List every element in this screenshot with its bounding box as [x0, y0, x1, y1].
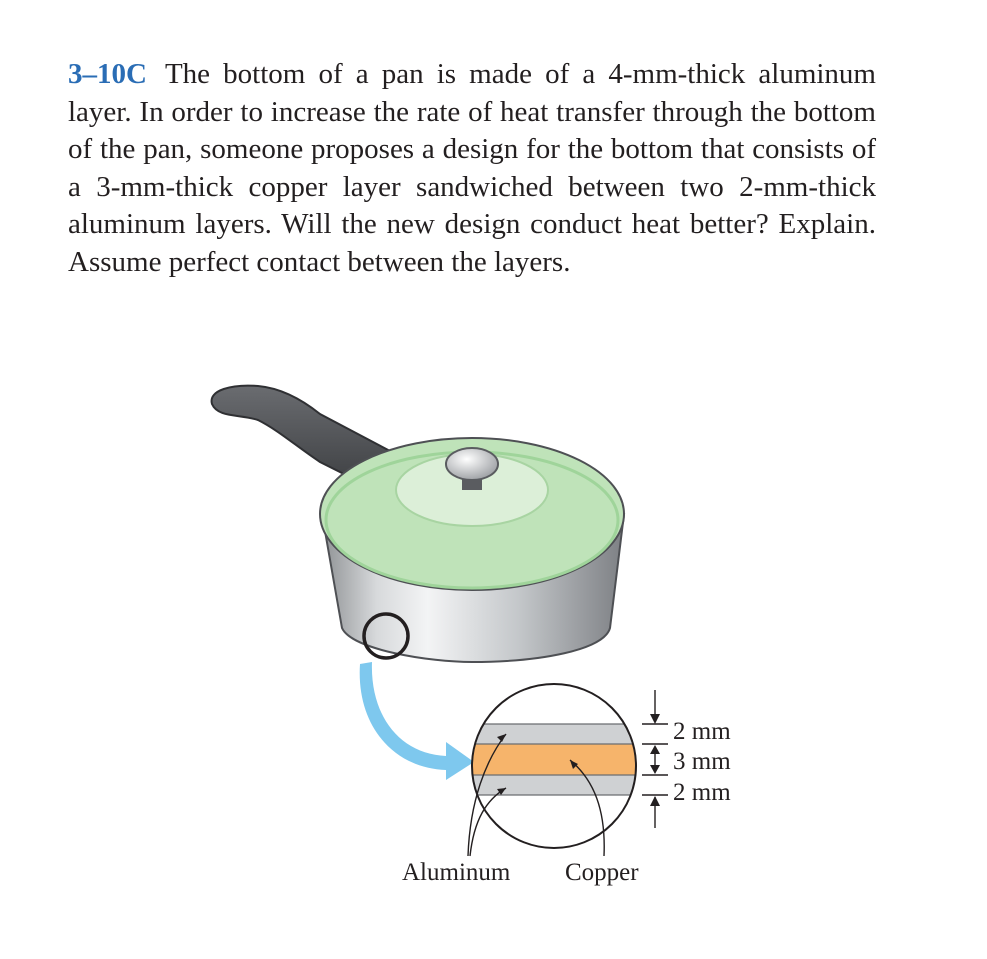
- problem-number: 3–10C: [68, 58, 147, 90]
- zoom-arrow: [360, 662, 474, 780]
- copper-layer: [460, 744, 650, 775]
- copper-label: Copper: [565, 859, 639, 886]
- dim-label-middle: 3 mm: [673, 748, 731, 775]
- zoom-cross-section: [460, 680, 650, 860]
- aluminum-label: Aluminum: [402, 859, 511, 886]
- dimension-markers: [642, 690, 668, 828]
- aluminum-top-layer: [460, 724, 650, 744]
- aluminum-bottom-layer: [460, 775, 650, 795]
- problem-text: The bottom of a pan is made of a 4-mm-thick aluminum layer. In order to increase the rate of heat transfer through the bottom of the pan, someone proposes a design for the bottom that consists of a 3-mm-thick copper layer sandwiched between two 2-mm-thick aluminum layers. Will the new design conduct heat better? Explain. Assume perfect contact between the layers.: [68, 58, 876, 278]
- dim-label-bottom: 2 mm: [673, 779, 731, 806]
- lid-knob: [446, 448, 498, 480]
- dim-label-top: 2 mm: [673, 718, 731, 745]
